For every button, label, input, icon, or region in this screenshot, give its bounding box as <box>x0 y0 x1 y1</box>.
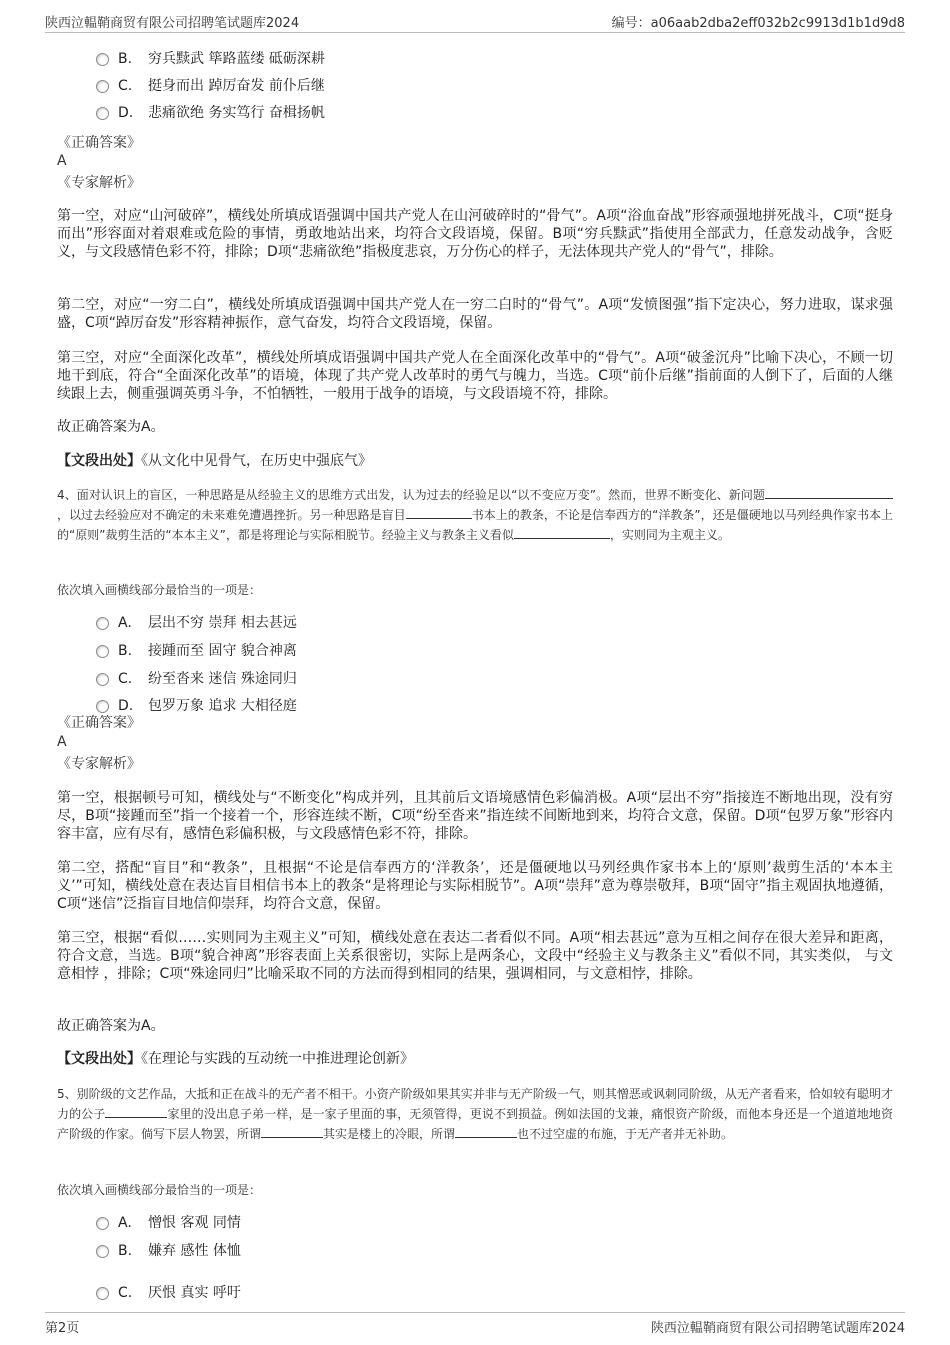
source-label: 【文段出处】 <box>57 1051 141 1067</box>
q4-answer: A <box>57 734 67 750</box>
radio-button[interactable] <box>96 1245 109 1258</box>
header-title: 陕西泣輼鞘商贸有限公司招聘笔试题库2024 <box>45 16 300 31</box>
q4-answer-label: 《正确答案》 <box>57 715 141 731</box>
radio-button[interactable] <box>96 1287 109 1300</box>
q3-source <box>57 452 893 470</box>
radio-button[interactable] <box>96 53 109 66</box>
q3-answer: A <box>57 153 67 169</box>
radio-button[interactable] <box>96 107 109 120</box>
q4-source <box>57 1050 893 1068</box>
radio-button[interactable] <box>96 645 109 658</box>
blank-2 <box>406 506 472 519</box>
q3-analysis-2: 第二空，对应“一穷二白”，横线处所填成语强调中国共产党人在一穷二白时的“骨气”。A项“发愤图强”指下定决心，努力进取，谋求强盛，C项“踔厉奋发”形容精神振作，意气奋发，均符合文段语境，保留。 <box>57 297 893 331</box>
page-footer <box>45 1312 905 1337</box>
blank-1 <box>765 486 893 499</box>
blank-2 <box>261 1125 323 1138</box>
q4-analysis-2: 第二空，搭配“盲目”和“教条”，且根据“不论是信奉西方的‘洋教条’，还是僵硬地以马列经典作家书本上的‘原则’裁剪生活的‘本本主义’”可知，横线处意在表达盲目相信书本上的教条“是将理论与实际相脱节”。A项“崇拜”意为尊崇敬拜，B项“固守”指主观固执地遵循，C项“迷信”泛指盲目地信仰崇拜，均符合文意，保留。 <box>57 860 893 912</box>
radio-button[interactable] <box>96 617 109 630</box>
source-title: 《在理论与实践的互动统一中推进理论创新》 <box>141 1051 414 1067</box>
radio-button[interactable] <box>96 1217 109 1230</box>
blank-3 <box>514 526 610 539</box>
source-title: 《从文化中见骨气，在历史中强底气》 <box>141 453 372 469</box>
q3-analysis-3: 第三空，对应“全面深化改革”，横线处所填成语强调中国共产党人在全面深化改革中的“骨气”。A项“破釜沉舟”比喻下决心，不顾一切地干到底，符合“全面深化改革”的语境，体现了共产党人改革时的勇气与魄力，当选。C项“前仆后继”指前面的人倒下了，后面的人继续跟上去，侧重强调英勇斗争，不怕牺牲，一般用于战争的语境，与文段语境不符，排除。 <box>57 350 893 402</box>
q4-instruction: 依次填入画横线部分最恰当的一项是： <box>57 583 262 597</box>
blank-1 <box>105 1105 167 1118</box>
blank-3 <box>455 1125 517 1138</box>
q3-answer-label: 《正确答案》 <box>57 135 141 151</box>
radio-button[interactable] <box>96 80 109 93</box>
q4-stem: 4、面对认识上的盲区，一种思路是从经验主义的思维方式出发，认为过去的经验足以“以不变应万变”。然而，世界不断变化、新问题，以过去经验应对不确定的未来难免遭遇挫折。另一种思路是盲目 书本上的教条，不论是信奉西方的“洋教条”，还是僵硬地以马列经典作家书本上的“原则”裁剪生活的“本本主义”，都是将理论与实际相脱节。经验主义与教条主义看似 ，实则同为主观主义。 <box>57 488 893 542</box>
q3-analysis-1: 第一空，对应“山河破碎”，横线处所填成语强调中国共产党人在山河破碎时的“骨气”。A项“浴血奋战”形容顽强地拼死战斗，C项“挺身而出”形容面对着艰难或危险的事情，勇敢地站出来，均符合文段语境，保留。B项“穷兵黩武”指使用全部武力，任意发动战争，含贬义，与文段感情色彩不符，排除；D项“悲痛欲绝”指极度悲哀，万分伤心的样子，无法体现共产党人的“骨气”，排除。 <box>57 208 893 260</box>
page-header <box>45 10 905 33</box>
header-doc-id: 编号：a06aab2dba2eff032b2c9913d1b1d9d8 <box>611 16 905 31</box>
footer-title: 陕西泣輼鞘商贸有限公司招聘笔试题库2024 <box>650 1321 905 1336</box>
q4-analysis-3: 第三空，根据“看似……实则同为主观主义”可知，横线处意在表达二者看似不同。A项“相去甚远”意为互相之间存在很大差异和距离，符合文意，当选。B项“貌合神离”形容表面上关系很密切，实际上是两条心，文段中“经验主义与教条主义”看似不同，其实类似， 与文意相悖 ，排除；C项“殊途同归”比喻采取不同的方法而得到相同的结果，强调相同，与文意相悖，排除。 <box>57 930 893 982</box>
q4-analysis-1: 第一空，根据顿号可知，横线处与“不断变化”构成并列，且其前后文语境感情色彩偏消极。A项“层出不穷”指接连不断地出现，没有穷尽，B项“接踵而至”指一个接着一个，形容连续不断，C项“纷至沓来”指连续不间断地到来，均符合文意，保留。D项“包罗万象”形容内容丰富，应有尽有，感情色彩偏积极，与文段感情色彩不符，排除。 <box>57 790 893 842</box>
q4-analysis-4: 故正确答案为A。 <box>57 1018 165 1034</box>
q5-stem: 5、别阶级的文艺作品，大抵和正在战斗的无产者不相干。小资产阶级如果其实并非与无产阶级一气，则其憎恶或讽刺同阶级，从无产者看来，恰如较有聪明才力的公子 家里的没出息子弟一样，是一家子里面的事，无须管得，更说不到损益。例如法国的戈兼，痛恨资产阶级，而他本身还是一个道道地地资产阶级的作家。倘写下层人物罢，所谓 其实是楼上的冷眼，所谓 也不过空虚的布施，于无产者并无补助。 <box>57 1087 893 1141</box>
q5-instruction: 依次填入画横线部分最恰当的一项是： <box>57 1183 262 1197</box>
q4-analysis-label: 《专家解析》 <box>57 756 141 772</box>
page-number: 第2页 <box>45 1321 80 1336</box>
source-label: 【文段出处】 <box>57 453 141 469</box>
q3-analysis-4: 故正确答案为A。 <box>57 419 165 435</box>
q3-analysis-label: 《专家解析》 <box>57 175 141 191</box>
radio-button[interactable] <box>96 673 109 686</box>
radio-button[interactable] <box>96 700 109 713</box>
